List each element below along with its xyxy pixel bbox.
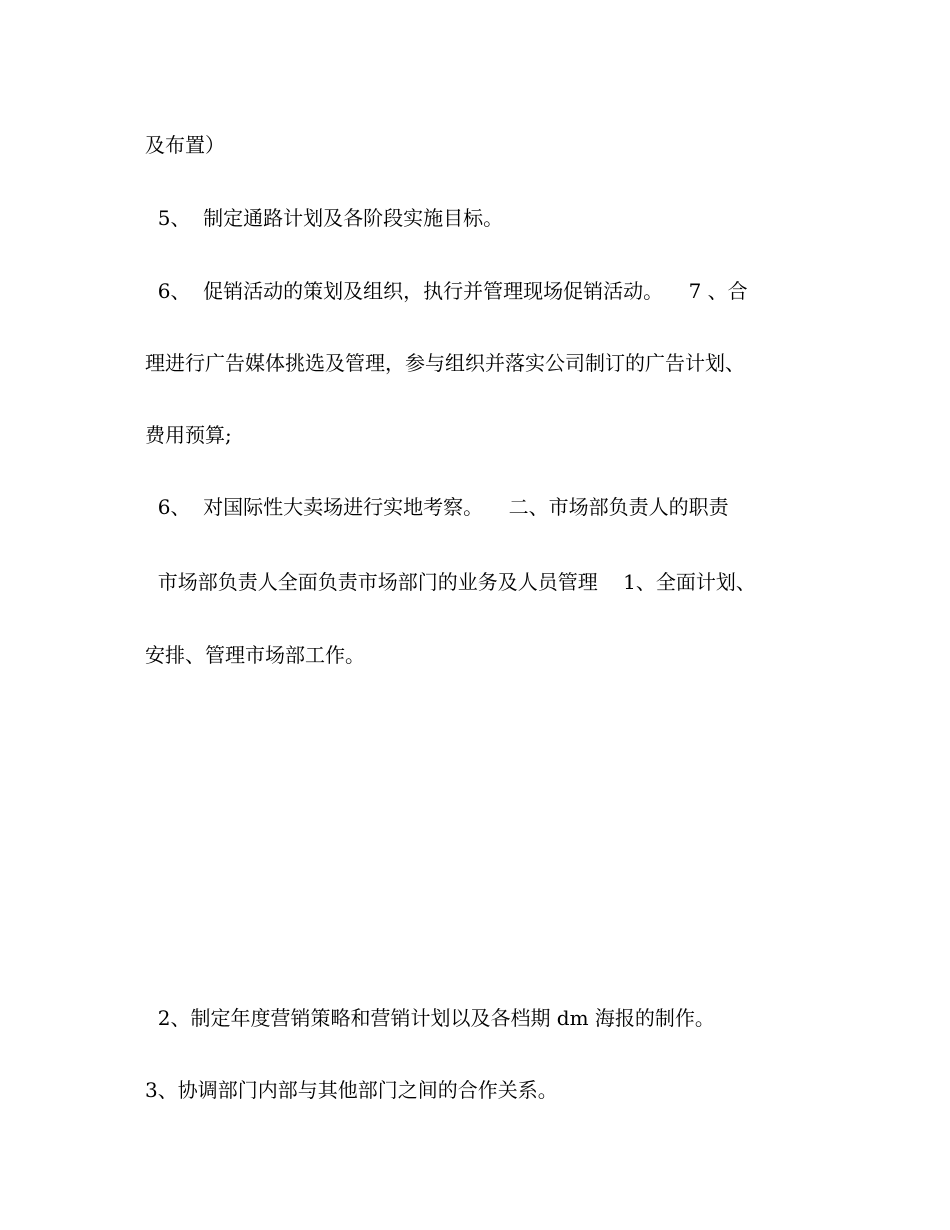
text-line: 6、 对国际性大卖场进行实地考察。 二、市场部负责人的职责 (145, 495, 729, 519)
text-line: 6、 促销活动的策划及组织，执行并管理现场促销活动。 7 、合 (145, 279, 748, 303)
text-line: 理进行广告媒体挑选及管理，参与组织并落实公司制订的广告计划、 (145, 351, 745, 375)
text-line: 及布置） (145, 133, 225, 157)
text-line: 安排、管理市场部工作。 (145, 643, 365, 667)
text-line: 5、 制定通路计划及各阶段实施目标。 (145, 206, 504, 230)
text-line: 费用预算; (145, 423, 232, 447)
text-line: 市场部负责人全面负责市场部门的业务及人员管理 1、全面计划、 (145, 570, 756, 594)
text-line: 3、协调部门内部与其他部门之间的合作关系。 (145, 1078, 558, 1102)
text-line: 2、制定年度营销策略和营销计划以及各档期 dm 海报的制作。 (145, 1006, 715, 1030)
